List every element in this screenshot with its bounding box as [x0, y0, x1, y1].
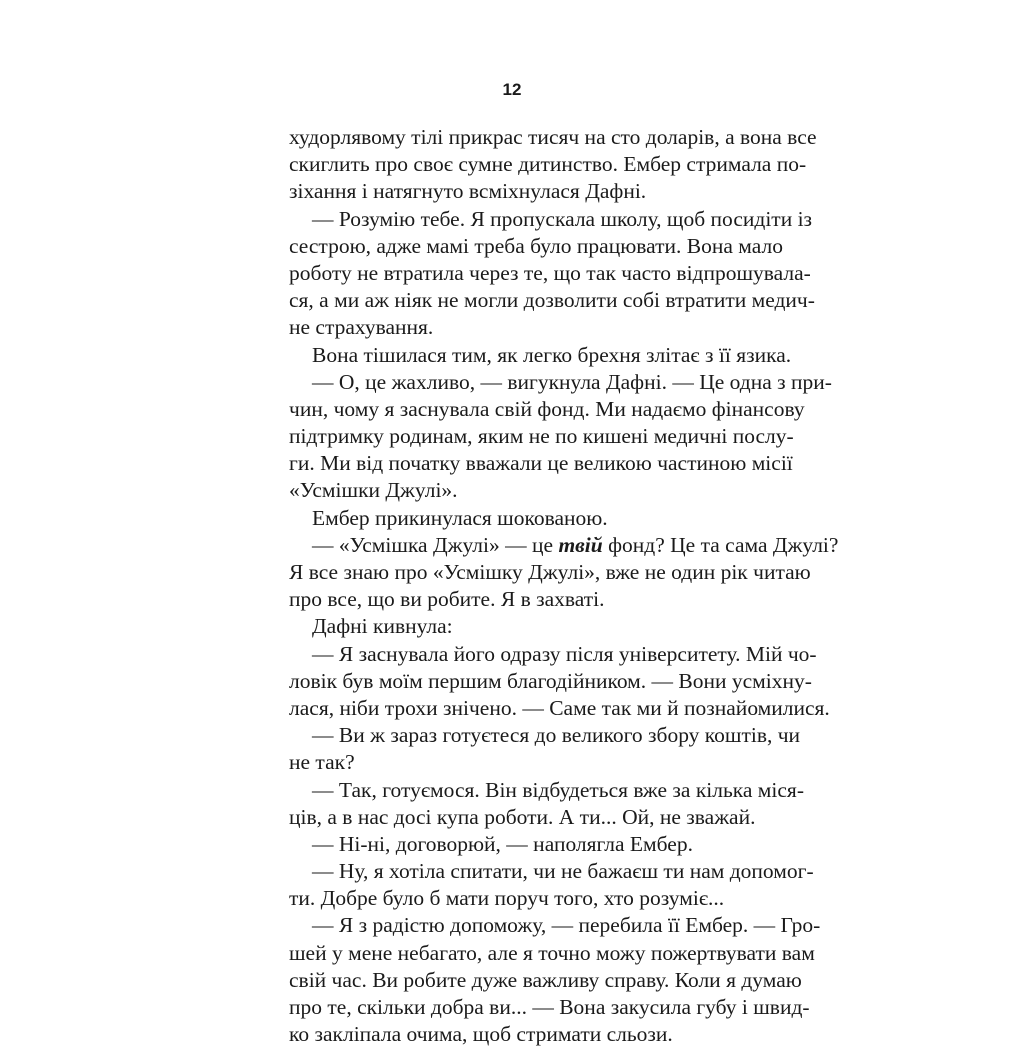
text-line: «Усмішки Джулі». — [289, 478, 458, 503]
body-text — [289, 124, 839, 1048]
text-line: не так? — [289, 750, 355, 775]
text-line: сестрою, адже мамі треба було працювати. Вона мало — [289, 233, 783, 258]
text-line: — О, це жахливо, — вигукнула Дафні. — Це одна з при- — [312, 369, 832, 394]
text-line: шей у мене небагато, але я точно можу пожертвувати вам — [289, 940, 815, 965]
text-line: про все, що ви робите. Я в захваті. — [289, 587, 605, 612]
text-line: ловік був моїм першим благодійником. — Вони усміхну- — [289, 668, 812, 693]
text-line: — Я заснувала його одразу після університету. Мій чо- — [312, 641, 817, 666]
text-line: роботу не втратила через те, що так часто відпрошувала- — [289, 260, 811, 285]
text-line: — Я з радістю допоможу, — перебила її Ембер. — Гро- — [312, 913, 821, 938]
text-line: ти. Добре було б мати поруч того, хто розуміє... — [289, 886, 725, 911]
text-line: підтримку родинам, яким не по кишені медичні послу- — [289, 424, 794, 449]
text-line: худорлявому тілі прикрас тисяч на сто доларів, а вона все — [289, 125, 817, 149]
text-line — [289, 532, 839, 559]
text-line: ся, а ми аж ніяк не могли дозволити собі втратити медич- — [289, 288, 815, 313]
text-line: не страхування. — [289, 315, 434, 340]
text-line: — Ви ж зараз готуєтеся до великого збору коштів, чи — [312, 723, 801, 748]
text-line: ги. Ми від початку вважали це великою частиною місії — [289, 451, 793, 476]
text-line: чин, чому я заснувала свій фонд. Ми надаємо фінансову — [289, 396, 805, 421]
text-line: Я все знаю про «Усмішку Джулі», вже не один рік читаю — [289, 560, 811, 584]
text-line: — Розумію тебе. Я пропускала школу, щоб посидіти із — [312, 206, 813, 231]
text-line: лася, ніби трохи знічено. — Саме так ми й познайомилися. — [289, 695, 830, 720]
text-line: ців, а в нас досі купа роботи. А ти... Ой, не зважай. — [289, 804, 756, 829]
text-line: — Так, готуємося. Він відбудеться вже за кілька міся- — [312, 777, 804, 802]
text-line: Ембер прикинулася шокованою. — [312, 505, 608, 530]
text-line: скиглить про своє сумне дитинство. Ембер стримала по- — [289, 152, 807, 177]
text-line: — Ні-ні, договорюй, — наполягла Ембер. — [312, 831, 693, 856]
emphasis-text: твій — [558, 532, 603, 557]
text-line: про те, скільки добра ви... — Вона закусила губу і швид- — [289, 995, 810, 1019]
text-segment: — «Усмішка Джулі» — це — [312, 532, 559, 557]
text-line: свій час. Ви робите дуже важливу справу. Коли я думаю — [289, 967, 802, 992]
text-line: ко закліпала очима, щоб стримати сльози. — [289, 1022, 673, 1047]
text-line: зіхання і натягнуто всміхнулася Дафні. — [289, 179, 647, 204]
text-line: Вона тішилася тим, як легко брехня злітає з її язика. — [312, 342, 792, 367]
text-segment: фонд? Це та сама Джулі? — [602, 532, 839, 557]
page-number: 12 — [502, 80, 522, 99]
text-line: Дафні кивнула: — [312, 614, 453, 639]
text-line: — Ну, я хотіла спитати, чи не бажаєш ти нам допомог- — [312, 859, 814, 884]
